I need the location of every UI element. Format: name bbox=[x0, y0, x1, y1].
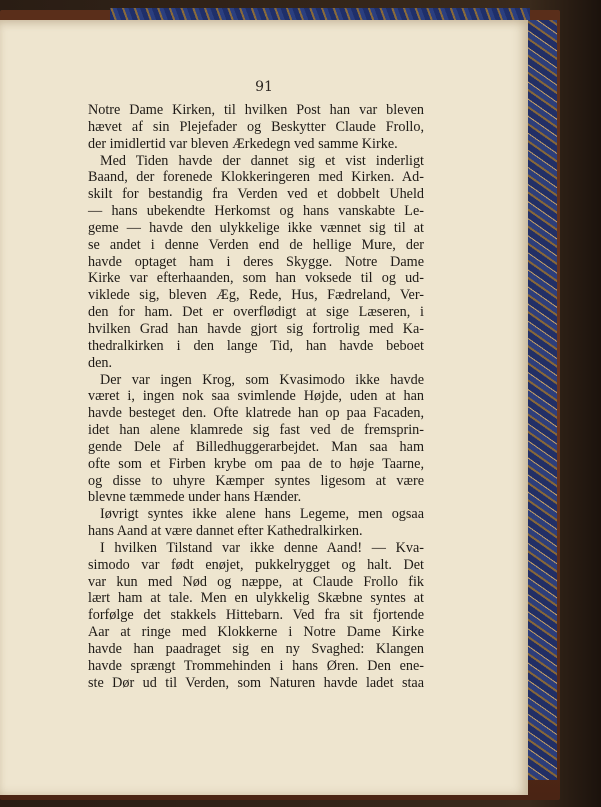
text-line: viklede sig, bleven Æg, Rede, Hus, Fædreland, Ver- bbox=[88, 287, 424, 304]
text-line: Baand, der forenede Klokkeringeren med Kirken. Ad- bbox=[88, 169, 424, 186]
text-line: geme — havde den ulykkelige ikke vænnet sig til at bbox=[88, 219, 424, 236]
text-line: den for ham. Det er overflødigt at sige Læseren, i bbox=[88, 304, 424, 321]
text-line: forfølge det stakkels Hittebarn. Ved fra sit fjortende bbox=[88, 607, 424, 624]
text-line: skilt for bestandig fra Verden ved et dobbelt Uheld bbox=[88, 186, 424, 203]
text-line: og disse to uhyre Kæmper syntes ligesom at være bbox=[88, 472, 424, 489]
page-text bbox=[88, 102, 424, 692]
text-line: havde han paadraget sig en ny Svaghed: Klangen bbox=[88, 641, 424, 657]
text-line: ste Dør ud til Verden, som Naturen havde ladet staa bbox=[88, 674, 424, 691]
text-line: gende Dele af Billedhuggerarbejdet. Man saa ham bbox=[88, 438, 424, 455]
text-line: blevne tæmmede under hans Hænder. bbox=[88, 489, 302, 506]
text-line: der imidlertid var bleven Ærkedegn ved samme Kirke. bbox=[88, 135, 398, 152]
text-line: I hvilken Tilstand var ikke denne Aand! — Kva- bbox=[100, 539, 424, 556]
text-line: Iøvrigt syntes ikke alene hans Legeme, men ogsaa bbox=[100, 506, 424, 523]
text-line: Aar at ringe med Klokkerne i Notre Dame Kirke bbox=[88, 624, 424, 641]
text-line: Kirke var efterhaanden, som han voksede til og ud- bbox=[88, 270, 424, 287]
text-line: hvilken Grad han havde gjort sig fortrolig med Ka- bbox=[88, 320, 424, 337]
text-line: lært ham at tale. Men en ulykkelig Skæbne syntes at bbox=[88, 590, 424, 607]
text-line: Med Tiden havde der dannet sig et vist inderligt bbox=[100, 152, 424, 169]
text-line: Der var ingen Krog, som Kvasimodo ikke havde bbox=[100, 371, 424, 388]
text-line: været i, ingen nok saa svimlende Højde, uden at han bbox=[88, 388, 424, 405]
text-line: hans Aand at være dannet efter Kathedralkirken. bbox=[88, 523, 363, 540]
page-number: 91 bbox=[255, 79, 273, 95]
text-line: se andet i denne Verden end de hellige Mure, der bbox=[88, 236, 424, 253]
text-line: hævet af sin Plejefader og Beskytter Claude Frollo, bbox=[88, 118, 424, 135]
book-page bbox=[0, 20, 528, 795]
text-line: havde besteget den. Ofte klatrede han op paa Facaden, bbox=[88, 405, 424, 422]
text-line: — hans ubekendte Herkomst og hans vanskabte Le- bbox=[88, 203, 424, 220]
text-line: idet han alene klamrede sig fast ved de fremsprin- bbox=[88, 422, 424, 439]
marbled-endpaper-edge bbox=[525, 20, 557, 780]
text-line: ofte som et Firben krybe om paa de to høje Taarne, bbox=[88, 455, 424, 472]
text-line: havde sprængt Trommehinden i hans Øren. Den ene- bbox=[88, 657, 424, 674]
text-line: thedralkirken i den lange Tid, han havde beboet bbox=[88, 337, 424, 354]
text-line: var kun med Nød og næppe, at Claude Frollo fik bbox=[88, 573, 424, 590]
text-line: Notre Dame Kirken, til hvilken Post han var bleven bbox=[88, 102, 424, 118]
text-line: den. bbox=[88, 354, 113, 371]
text-line: havde optaget ham i deres Skygge. Notre Dame bbox=[88, 253, 424, 270]
text-line: simodo var født enøjet, pukkelrygget og halt. Det bbox=[88, 556, 424, 573]
